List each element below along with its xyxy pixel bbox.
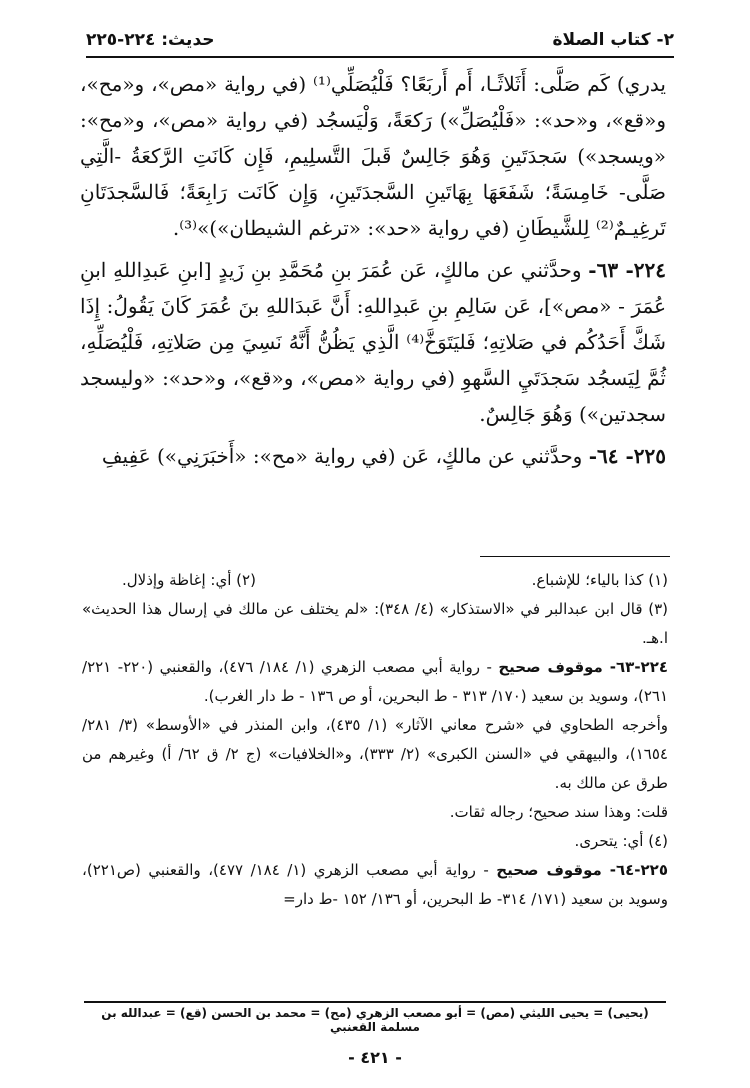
hadith-225 [80,438,666,474]
footnote-3: (٣) قال ابن عبدالبر في «الاستذكار» (٤/ ٣٤٨): «لم يختلف عن مالك في إرسال هذا الحديث» ا.هـ. [82,600,669,647]
hadith-225-number: ٢٢٥- ٦٤- [588,444,666,468]
takhrij-224 [82,653,668,711]
footnote-separator [480,556,670,557]
hadith-224-text: وحدَّثني عن مالكٍ، عَن عُمَرَ بنِ مُحَمَّدِ بنِ زَيدٍ [ابنِ عَبدِاللهِ ابنِ عُمَرَ - «مص»]، عَن سَالِمِ بنِ عَبدِاللهِ: أَنَّ عَبدَاللهِ بنَ عُمَرَ كَانَ يَقُولُ: إِذَا شَكَّ أَحَدُكُم في صَلاتِهِ؛ فَليَتَوَخَّ⁽⁴⁾ الَّذِي يَظُنُّ أَنَّهُ نَسِيَ مِن صَلاتِهِ، فَلْيُصَلِّهِ، ثُمَّ لِيَسجُد سَجدَتَيِ السَّهوِ (في رواية «مص»، و«قع»، و«حد»: «وليسجد سجدتين») وَهُوَ جَالِسٌ. [80,258,667,426]
takhrij-224-qult: قلت: وهذا سند صحيح؛ رجاله ثقات. [449,803,668,821]
hadith-range: حديث: ٢٢٤-٢٢٥ [86,30,215,50]
page-header [86,30,674,50]
header-rule [86,56,674,58]
abbreviations-legend: (يحيى) = يحيى الليثي (مص) = أبو مصعب الزهري (مح) = محمد بن الحسن (قع) = عبدالله بن مسلمة القعنبي [101,1006,649,1034]
takhrij-225-text: - رواية أبي مصعب الزهري (١/ ١٨٤/ ٤٧٧)، والقعنبي (ص٢٢١)، وسويد بن سعيد (١٧١/ ٣١٤- ط البحرين، أو ١٣٦/ ١٥٢ -ط دار= [82,861,668,908]
footnotes [82,566,668,914]
takhrij-225 [82,856,668,914]
takhrij-224-text: - رواية أبي مصعب الزهري (١/ ١٨٤/ ٤٧٦)، والقعنبي (٢٢٠- ٢٢١/ ٢٦١)، وسويد بن سعيد (١٧٠/ ٣١٣ - ط البحرين، أو ص ١٣٦ - ط دار الغرب). [82,658,668,705]
takhrij-224-grade: ٢٢٤-٦٣- موقوف صحيح [498,658,669,676]
takhrij-225-grade: ٢٢٥-٦٤- موقوف صحيح [496,861,668,879]
footnote-1: (١) كذا بالياء؛ للإشباع. [531,571,668,589]
takhrij-224-more: وأخرجه الطحاوي في «شرح معاني الآثار» (١/ ٤٣٥)، وابن المنذر في «الأوسط» (٣/ ٢٨١/ ١٦٥٤)، والبيهقي في «السنن الكبرى» (٢/ ٣٣٣)، و«الخلافيات» (ج ٢/ ق ٦٢/ أ) وغيرهم من طرق عن مالك به. [82,716,668,792]
hadith-225-text: وحدَّثني عن مالكٍ، عَن (في رواية «مح»: «أَخبَرَنِي») عَفِيفِ [101,444,589,468]
chapter-title: ٢- كتاب الصلاة [552,30,674,50]
page-number: - ٤٢١ - [348,1048,402,1067]
legend-rule [84,1001,666,1003]
footnote-4: (٤) أي: يتحرى. [574,832,668,850]
main-text [80,66,666,480]
footnote-row-1-2 [82,566,668,595]
hadith-223-continuation: يدري) كَم صَلَّى: أَثَلاثًـا، أَم أَربَعًا؟ فَلْيُصَلِّي⁽¹⁾ (في رواية «مص»، و«مح»، و«قع»، و«حد»: «فَلْيُصَلِّ») رَكعَةً، وَلْيَسجُد (في رواية «مص»، و«مح»: «ويسجد») سَجدَتَينِ وَهُوَ جَالِسٌ قَبلَ التَّسلِيمِ، فَإِن كَانَتِ الرَّكعَةُ -الَّتِي صَلَّى- خَامِسَةً؛ شَفَعَهَا بِهَاتَينِ السَّجدَتَينِ، وَإِن كَانَت رَابِعَةً؛ فَالسَّجدَتَانِ تَرغِيـمٌ⁽²⁾ لِلشَّيطَانِ (في رواية «حد»: «ترغم الشيطان»)»⁽³⁾. [80,72,666,240]
hadith-224 [80,252,666,432]
footnote-2: (٢) أي: إغاظة وإذلال. [122,571,256,589]
hadith-224-number: ٢٢٤- ٦٣- [588,258,666,282]
